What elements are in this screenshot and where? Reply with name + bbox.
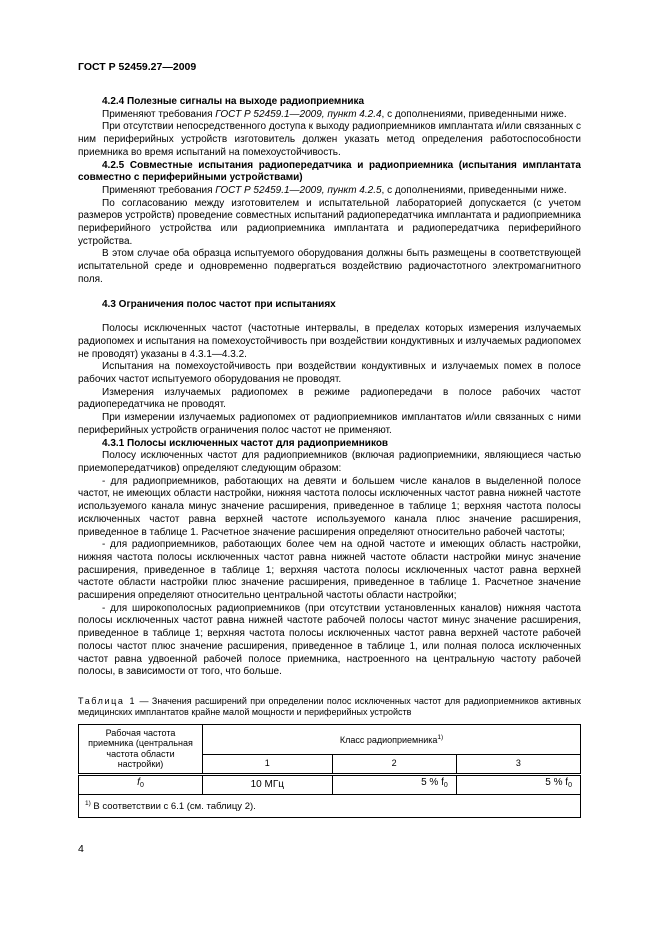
section-4-3-title: 4.3 Ограничения полос частот при испытаниях: [102, 298, 336, 310]
table-header-row: [79, 724, 581, 754]
value-class-3-subscript: 0: [568, 782, 572, 790]
ref-suffix: , с дополнениями, приведенными ниже.: [381, 184, 567, 196]
class-col-1: 1: [203, 754, 333, 774]
class-header-footnote-mark: 1): [437, 733, 444, 741]
table-row: [79, 774, 581, 794]
standard-reference: ГОСТ Р 52459.1—2009, пункт 4.2.5: [215, 184, 382, 196]
section-4-2-4-title: 4.2.4 Полезные сигналы на выходе радиоприемника: [102, 96, 365, 107]
class-header: [203, 724, 581, 754]
value-class-2: [332, 774, 456, 794]
table-1: [78, 724, 581, 818]
section-4-2-4-para-2: При отсутствии непосредственного доступа к выходу радиоприемников имплантата и/или связанных с ним периферийных устройств изготовитель должен указать метод определения работоспособности приемника во время испытаний на помехоустойчивость.: [78, 121, 581, 158]
section-4-3-1-para-4: - для широкополосных радиоприемников (при отсутствии установленных каналов) нижняя частота полосы исключенных частот равна нижней частоте рабочей полосы частот минус значение расширения, приведенное в таблице 1; верхняя частота полосы исключенных частот равна верхней частоте рабочей полосы частот плюс значение расширения, приведенное в таблице 1, или полная полоса исключенных частот равна удвоенной рабочей полосе приемника, настроенного на центральную частоту рабочей полосы, в зависимости от того, что больше.: [78, 602, 581, 678]
footnote-text: В соответствии с 6.1 (см. таблицу 2).: [90, 801, 256, 813]
class-header-label: Класс радиоприемника: [339, 734, 438, 745]
value-class-2-subscript: 0: [443, 782, 448, 790]
freq-subscript: 0: [139, 782, 144, 790]
section-4-2-5-para-3: В этом случае оба образца испытуемого оборудования должны быть размещены в соответствующей испытательной среде и одновременно подвергаться воздействию радиочастотного электромагнитного поля.: [78, 248, 581, 285]
section-4-2-5-title: 4.2.5 Совместные испытания радиопередатчика и радиоприемника (испытания имплантата совместно с периферийными устройствами): [78, 159, 581, 184]
page-content: [78, 96, 581, 818]
table-1-caption: [78, 696, 581, 719]
value-class-1: 10 МГц: [203, 774, 333, 794]
value-class-3-text: 5 % f: [545, 777, 569, 789]
ref-prefix: Применяют требования: [102, 184, 216, 196]
section-4-3-para-3: Измерения излучаемых радиопомех в режиме радиопередачи в полосе рабочих частот радиопередатчика не проводят.: [78, 386, 581, 411]
page-number: 4: [78, 843, 84, 855]
class-col-2: 2: [332, 754, 456, 774]
document-code-header: ГОСТ Р 52459.27—2009: [78, 61, 197, 73]
freq-symbol: f: [137, 777, 140, 789]
freq-cell: [79, 774, 203, 794]
section-4-3-para-2: Испытания на помехоустойчивость при воздействии кондуктивных и излучаемых помех в полосе рабочих частот испытуемого оборудования не проводят.: [78, 361, 581, 386]
section-4-3-1-para-2: - для радиоприемников, работающих на девяти и большем числе каналов в выделенной полосе частот, не имеющих области настройки, нижняя частота полосы исключенных частот равна нижней частоте используемого канала минус значение расширения, приведенное в таблице 1; верхняя частота полосы исключенных частот равна верхней частоте используемого канала плюс значение расширения, приведенное в таблице 1. Расчетное значение расширения определяют относительно рабочей частоты;: [78, 475, 581, 538]
table-1-label: Таблица 1: [78, 695, 137, 706]
ref-suffix: , с дополнениями, приведенными ниже.: [381, 108, 567, 120]
table-footnote-row: [79, 794, 581, 817]
section-4-3-para-1: Полосы исключенных частот (частотные интервалы, в пределах которых измерения излучаемых радиопомех и испытания на помехоустойчивость при воздействии кондуктивных и излучаемых радиопомех не проводят) указаны в 4.3.1—4.3.2.: [78, 323, 581, 360]
section-4-3-1-para-3: - для радиоприемников, работающих более чем на одной частоте и имеющих область настройки, нижняя частота полосы исключенных частот равна нижней частоте области настройки минус значение расширения, приведенное в таблице 1; верхняя частота полосы исключенных частот равна верхней частоте области настройки плюс значение расширения, приведенное в таблице 1. Расчетное значение расширения определяют относительно центральной частоты области настройки;: [78, 539, 581, 602]
value-class-3: [456, 774, 580, 794]
ref-prefix: Применяют требования: [102, 108, 216, 120]
standard-reference: ГОСТ Р 52459.1—2009, пункт 4.2.4: [215, 108, 382, 120]
table-1-title: — Значения расширений при определении полос исключенных частот для радиоприемников активных медицинских имплантатов крайне малой мощности и периферийных устройств: [78, 695, 581, 718]
footnote-mark: 1): [85, 800, 91, 808]
section-4-3-para-4: При измерении излучаемых радиопомех от радиоприемников имплантатов и/или связанных с ними периферийных устройств ограничения полос частот не применяют.: [78, 412, 581, 436]
table-footnote: [79, 794, 581, 817]
section-4-3-1-title: 4.3.1 Полосы исключенных частот для радиоприемников: [102, 437, 389, 449]
col-frequency-header: Рабочая частота приемника (центральная частота области настройки): [79, 724, 203, 774]
section-4-2-5-para-1: [78, 185, 581, 198]
class-col-3: 3: [456, 754, 580, 774]
section-4-2-4-para-1: [78, 109, 581, 122]
value-class-2-text: 5 % f: [421, 777, 444, 789]
section-4-2-5-para-2: По согласованию между изготовителем и испытательной лабораторией допускается (с учетом размеров устройств) проведение совместных испытаний радиопередатчика имплантата и радиоприемника периферийного устройства или радиоприемника имплантата и радиопередатчика периферийного устройства.: [78, 197, 581, 247]
section-4-3-1-para-1: Полосу исключенных частот для радиоприемников (включая радиоприемники, являющиеся частью приемопередатчиков) определяют следующим образом:: [78, 450, 581, 474]
